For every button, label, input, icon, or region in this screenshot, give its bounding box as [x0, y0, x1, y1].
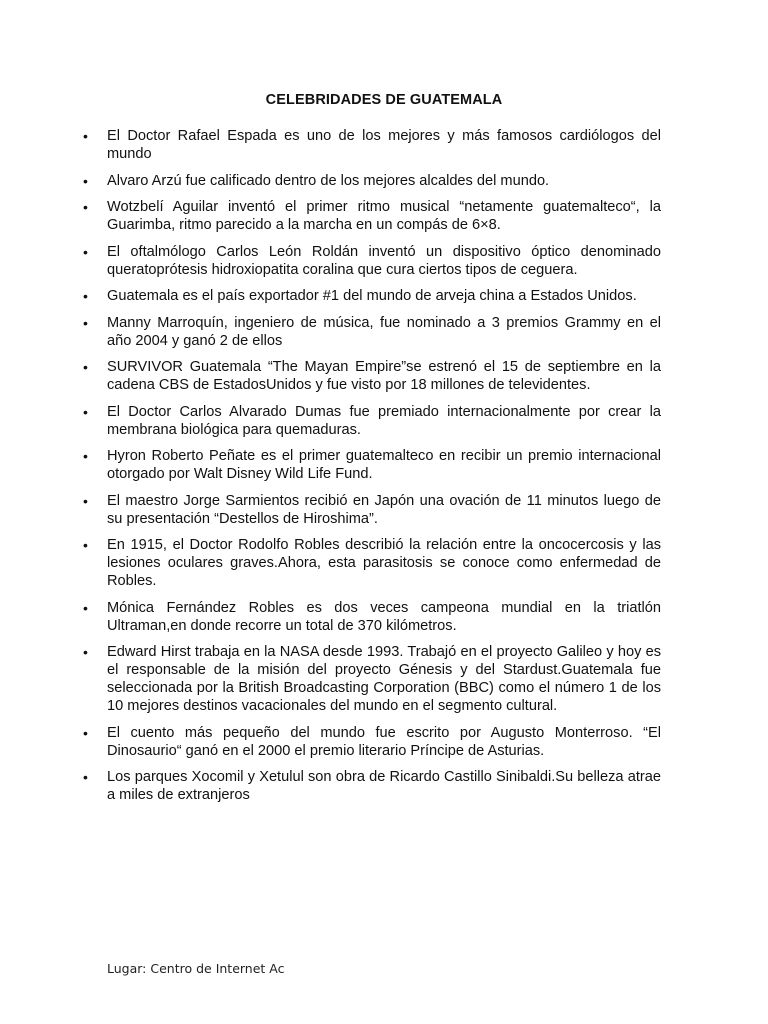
list-item-text: SURVIVOR Guatemala “The Mayan Empire”se estrenó el 15 de septiembre en la cadena CBS de EstadosUnidos y fue visto por 18 millones de televidentes.: [107, 359, 661, 393]
list-item-text: El maestro Jorge Sarmientos recibió en Japón una ovación de 11 minutos luego de su presentación “Destellos de Hiroshima”.: [107, 492, 661, 527]
bullet-icon: •: [83, 769, 88, 785]
bullet-icon: •: [83, 359, 88, 375]
bullet-icon: •: [83, 599, 88, 616]
bullet-icon: •: [83, 314, 88, 331]
facts-list: [0, 127, 768, 813]
list-item: [0, 358, 768, 394]
list-item: [0, 314, 768, 350]
list-item-text: Mónica Fernández Robles es dos veces campeona mundial en la triatlón Ultraman,en donde recorre un total de 370 kilómetros.: [107, 599, 661, 634]
list-item-text: El Doctor Carlos Alvarado Dumas fue premiado internacionalmente por crear la membrana biológica para quemaduras.: [107, 403, 661, 438]
list-item: [0, 243, 768, 279]
footer-location: Lugar: Centro de Internet Ac: [107, 961, 285, 976]
list-item: [0, 447, 768, 483]
list-item: [0, 172, 768, 190]
list-item-text: El oftalmólogo Carlos León Roldán inventó un dispositivo óptico denominado queratoprótesis hidroxiopatita coralina que cura ciertos tipos de ceguera.: [107, 243, 661, 278]
list-item-text: Los parques Xocomil y Xetulul son obra de Ricardo Castillo Sinibaldi.Su belleza atrae a miles de extranjeros: [107, 769, 661, 803]
list-item: [0, 643, 768, 715]
list-item: [0, 536, 768, 590]
bullet-icon: •: [83, 288, 88, 304]
document-title: CELEBRIDADES DE GUATEMALA: [265, 92, 503, 108]
list-item: [0, 599, 768, 635]
list-item: [0, 198, 768, 234]
list-item-text: Hyron Roberto Peñate es el primer guatemalteco en recibir un premio internacional otorgado por Walt Disney Wild Life Fund.: [107, 448, 661, 482]
list-item-text: Wotzbelí Aguilar inventó el primer ritmo musical “netamente guatemalteco“, la Guarimba, ritmo parecido a la marcha en un compás de 6×8.: [107, 199, 661, 233]
bullet-icon: •: [83, 644, 88, 660]
list-item-text: El Doctor Rafael Espada es uno de los mejores y más famosos cardiólogos del mundo: [107, 128, 661, 162]
list-item-text: Edward Hirst trabaja en la NASA desde 1993. Trabajó en el proyecto Galileo y hoy es el responsable de la misión del proyecto Génesis y del Stardust.Guatemala fue seleccionada por la British Broadcasting Corporation (BBC) como el número 1 de los 10 mejores destinos vacacionales del mundo en el segmento cultural.: [107, 644, 661, 714]
list-item: [0, 403, 768, 439]
list-item-text: Guatemala es el país exportador #1 del mundo de arveja china a Estados Unidos.: [107, 288, 637, 304]
list-item: [0, 768, 768, 804]
bullet-icon: •: [83, 724, 88, 741]
bullet-icon: •: [83, 492, 88, 509]
list-item: [0, 287, 768, 305]
bullet-icon: •: [83, 243, 88, 260]
bullet-icon: •: [83, 403, 88, 420]
bullet-icon: •: [83, 172, 88, 189]
list-item-text: Manny Marroquín, ingeniero de música, fue nominado a 3 premios Grammy en el año 2004 y ganó 2 de ellos: [107, 314, 661, 349]
bullet-icon: •: [83, 448, 88, 464]
list-item-text: Alvaro Arzú fue calificado dentro de los mejores alcaldes del mundo.: [107, 172, 550, 189]
list-item: [0, 724, 768, 760]
list-item: [0, 492, 768, 528]
list-item-text: En 1915, el Doctor Rodolfo Robles describió la relación entre la oncocercosis y las lesiones oculares graves.Ahora, esta parasitosis se conoce como enfermedad de Robles.: [107, 537, 661, 589]
bullet-icon: •: [83, 128, 88, 144]
list-item-text: El cuento más pequeño del mundo fue escrito por Augusto Monterroso. “El Dinosaurio“ ganó en el 2000 el premio literario Príncipe de Asturias.: [107, 724, 661, 759]
list-item: [0, 127, 768, 163]
bullet-icon: •: [83, 199, 88, 215]
bullet-icon: •: [83, 537, 88, 553]
